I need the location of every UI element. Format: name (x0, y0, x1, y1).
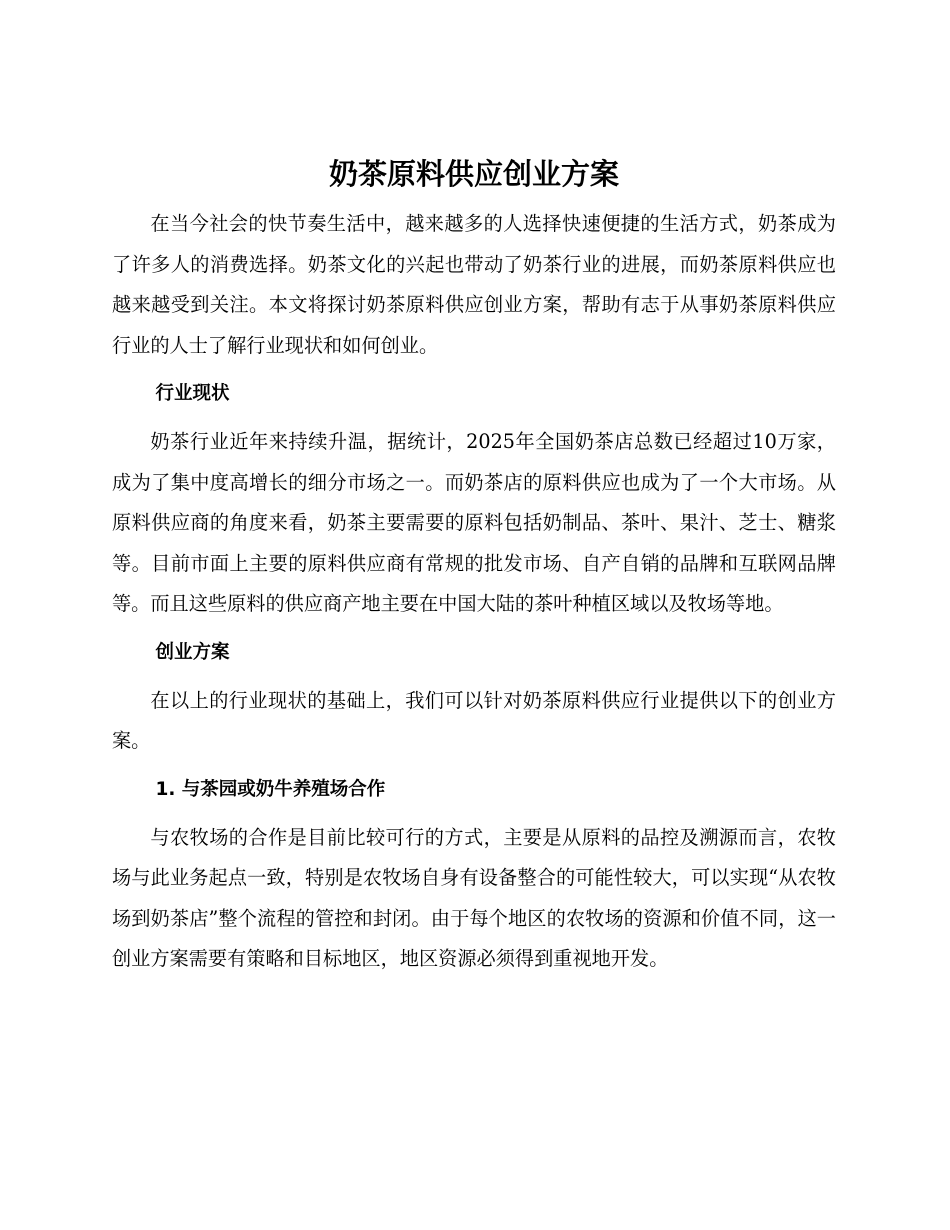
document-title: 奶茶原料供应创业方案 (328, 157, 619, 191)
section-heading-farm-cooperation: 1. 与茶园或奶牛养殖场合作 (155, 778, 386, 800)
document-page (112, 148, 836, 980)
intro-paragraph: 在当今社会的快节奏生活中，越来越多的人选择快速便捷的生活方式，奶茶成为了许多人的消费选择。奶茶文化的兴起也带动了奶茶行业的进展，而奶茶原料供应也越来越受到关注。本文将探讨奶茶原料供应创业方案，帮助有志于从事奶茶原料供应行业的人士了解行业现状和如何创业。 (112, 212, 836, 357)
industry-status-paragraph: 奶茶行业近年来持续升温，据统计，2025年全国奶茶店总数已经超过10万家，成为了集中度高增长的细分市场之一。而奶茶店的原料供应也成为了一个大市场。从原料供应商的角度来看，奶茶主要需要的原料包括奶制品、茶叶、果汁、芝士、糖浆等。目前市面上主要的原料供应商有常规的批发市场、自产自销的品牌和互联网品牌等。而且这些原料的供应商产地主要在中国大陆的茶叶种植区域以及牧场等地。 (112, 430, 836, 615)
section-heading-startup-plan: 创业方案 (155, 641, 230, 663)
farm-cooperation-paragraph: 与农牧场的合作是目前比较可行的方式，主要是从原料的品控及溯源而言，农牧场与此业务起点一致，特别是农牧场自身有设备整合的可能性较大，可以实现“从农牧场到奶茶店”整个流程的管控和封闭。由于每个地区的农牧场的资源和价值不同，这一创业方案需要有策略和目标地区，地区资源必须得到重视地开发。 (112, 825, 836, 970)
section-heading-industry-status: 行业现状 (155, 383, 230, 404)
startup-plan-paragraph: 在以上的行业现状的基础上，我们可以针对奶茶原料供应行业提供以下的创业方案。 (112, 688, 836, 752)
